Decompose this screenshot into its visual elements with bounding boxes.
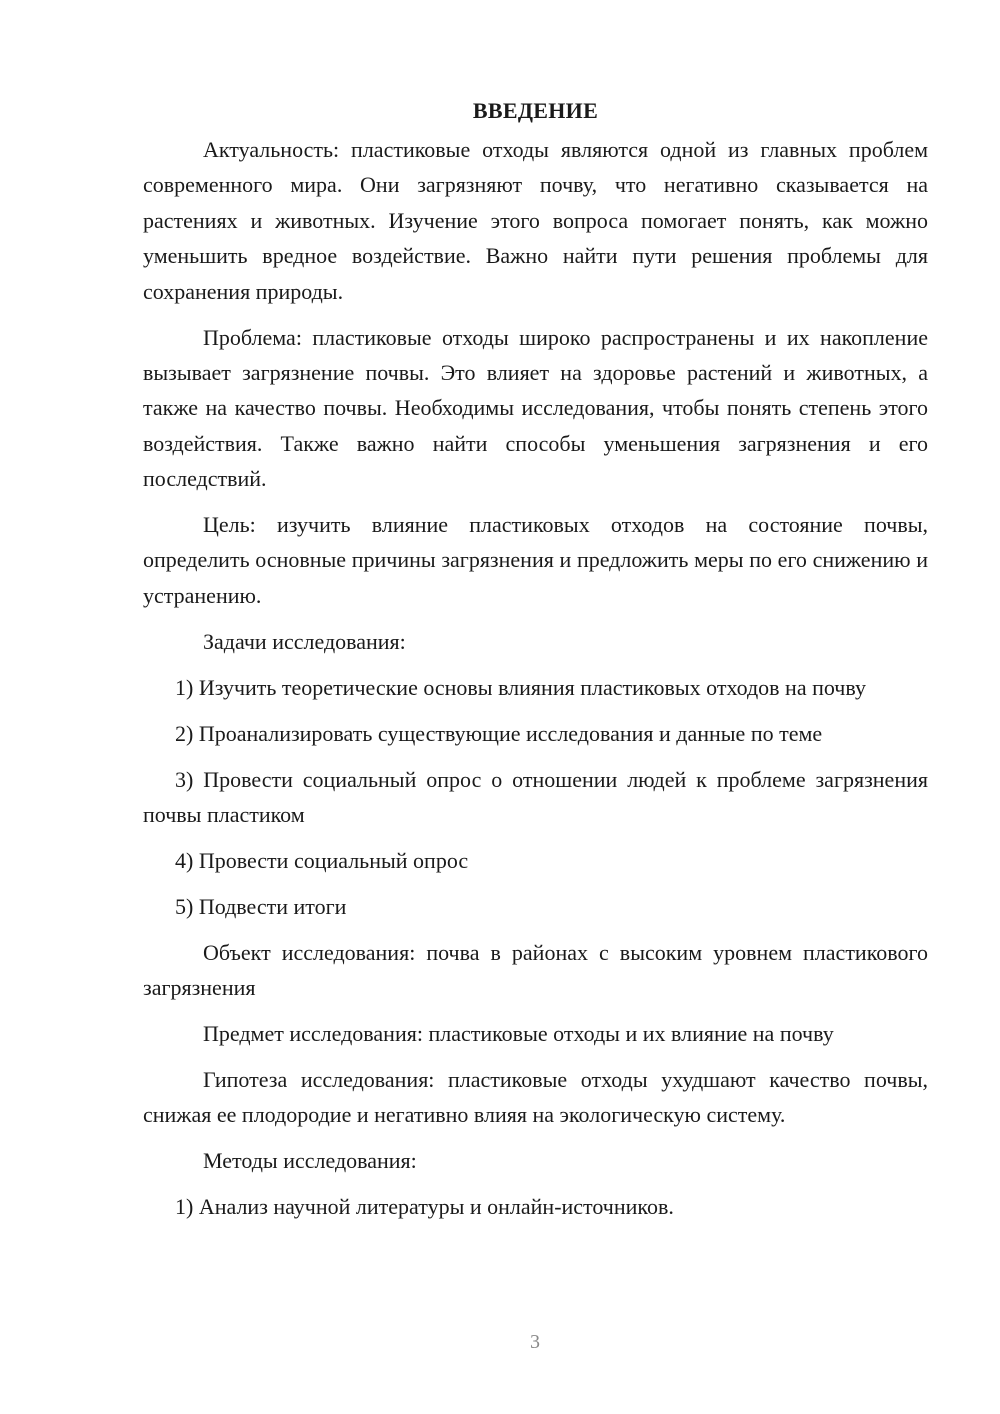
paragraph-hypothesis: Гипотеза исследования: пластиковые отходы ухудшают качество почвы, снижая ее плодородие и негативно влияя на экологическую систему. xyxy=(143,1066,928,1128)
tasks-heading: Задачи исследования: xyxy=(203,628,406,654)
method-item: 1) Анализ научной литературы и онлайн-источников. xyxy=(175,1194,674,1220)
page-number: 3 xyxy=(530,1331,540,1353)
paragraph-relevance: Актуальность: пластиковые отходы являются одной из главных проблем современного мира. Они загрязняют почву, что негативно сказывается на растениях и животных. Изучение этого вопроса помогает понять, как можно уменьшить вредное воздействие. Важно найти пути решения проблемы для сохранения природы. xyxy=(143,137,928,304)
task-item: 3) Провести социальный опрос о отношении людей к проблеме загрязнения почвы пластиком xyxy=(143,766,928,827)
task-item: 5) Подвести итоги xyxy=(175,893,347,919)
paragraph-subject: Предмет исследования: пластиковые отходы и их влияние на почву xyxy=(203,1020,834,1046)
page-body xyxy=(143,93,928,1224)
paragraph-problem: Проблема: пластиковые отходы широко распространены и их накопление вызывает загрязнение почвы. Это влияет на здоровье растений и животных, а также на качество почвы. Необходимы исследования, чтобы понять степень этого воздействия. Также важно найти способы уменьшения загрязнения и его последствий. xyxy=(143,324,928,492)
task-item: 2) Проанализировать существующие исследования и данные по теме xyxy=(175,720,823,746)
task-item: 1) Изучить теоретические основы влияния пластиковых отходов на почву xyxy=(175,674,867,700)
paragraph-object: Объект исследования: почва в районах с высоким уровнем пластикового загрязнения xyxy=(143,939,928,1001)
paragraph-goal: Цель: изучить влияние пластиковых отходов на состояние почвы, определить основные причины загрязнения и предложить меры по его снижению и устранению. xyxy=(143,512,928,608)
task-item: 4) Провести социальный опрос xyxy=(175,847,469,873)
section-title: ВВЕДЕНИЕ xyxy=(472,98,599,123)
methods-heading: Методы исследования: xyxy=(203,1148,417,1174)
